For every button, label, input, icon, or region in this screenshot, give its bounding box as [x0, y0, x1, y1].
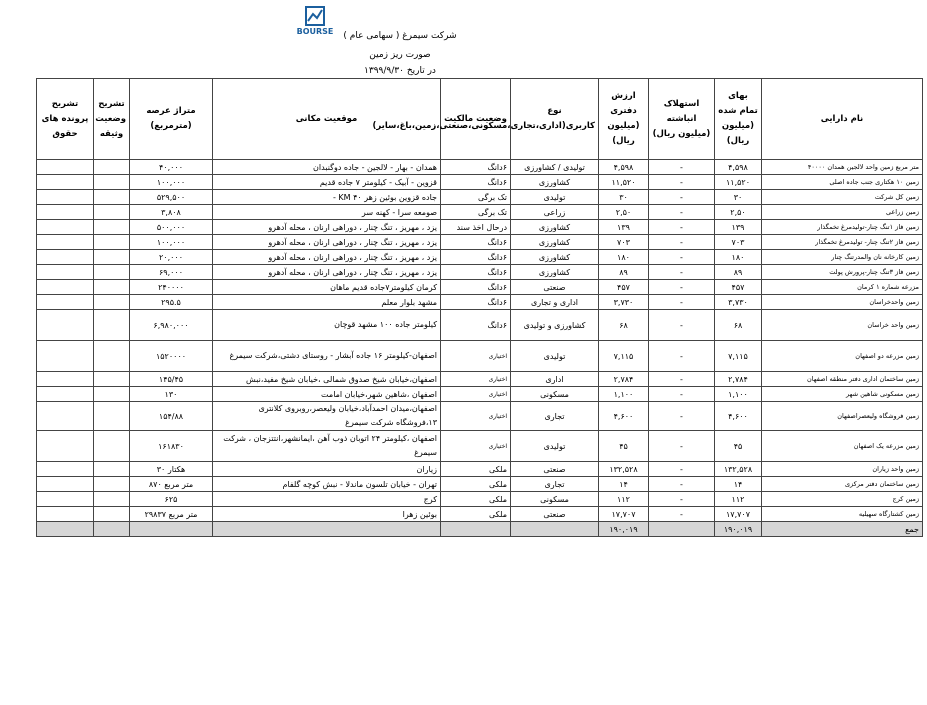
table-row [37, 402, 923, 431]
table-cell-book: ۱,۱۰۰ [599, 387, 649, 402]
table-cell-v2 [37, 477, 94, 492]
table-cell-dep: - [649, 190, 715, 205]
table-cell-use: مسکونی [511, 387, 599, 402]
table-row [37, 280, 923, 295]
table-cell-dep: - [649, 295, 715, 310]
company-title: شرکت سیمرغ ( سهامی عام ) [343, 31, 457, 41]
table-cell-own: ملکی [441, 507, 511, 522]
table-cell-loc: جاده قزوین بوئین زهر KM ۴۰ - [213, 190, 441, 205]
table-cell-cost: ۷۰۳ [715, 235, 762, 250]
table-cell-own: ۶دانگ [441, 235, 511, 250]
table-cell-dep: - [649, 160, 715, 175]
table-cell-own: ملکی [441, 492, 511, 507]
table-cell-v1 [94, 477, 130, 492]
table-cell-dep: - [649, 250, 715, 265]
table-cell-loc: مشهد بلوار معلم [213, 295, 441, 310]
table-row [37, 160, 923, 175]
table-cell-v1 [94, 160, 130, 175]
column-header: نام دارایی [762, 79, 923, 160]
column-header: تشریح پرونده های حقوق [37, 79, 94, 160]
table-cell-loc: کیلومتر جاده ۱۰۰ مشهد قوچان [213, 310, 441, 341]
table-cell-use: صنعتی [511, 462, 599, 477]
table-cell-cost: ۱,۱۰۰ [715, 387, 762, 402]
land-table [36, 78, 923, 537]
total-cell: جمع [762, 522, 923, 537]
table-cell-book: ۸۹ [599, 265, 649, 280]
table-cell-cost: ۸۹ [715, 265, 762, 280]
total-cell [37, 522, 94, 537]
table-cell-use: تولیدی [511, 341, 599, 372]
table-cell-area: ۱۵۲۰۰۰۰ [130, 341, 213, 372]
table-cell-own: ۶دانگ [441, 175, 511, 190]
table-cell-dep: - [649, 477, 715, 492]
table-cell-own: ملکی [441, 477, 511, 492]
table-cell-book: ۴,۶۰۰ [599, 402, 649, 431]
table-cell-use: تولیدی [511, 190, 599, 205]
table-cell-loc: اصفهان ،کیلومتر ۲۴ اتوبان ذوب آهن ،ایمانشهر،انتتزجان ، شرکت سیمرغ [213, 431, 441, 462]
table-cell-area: ۸۷۰ متر مربع [130, 477, 213, 492]
table-cell-loc: یزد ، مهریز ، تنگ چنار ، دوراهی ارنان ، محله آدهرو [213, 220, 441, 235]
table-cell-area: ۱۵۴/۸۸ [130, 402, 213, 431]
table-cell-use: تجاری [511, 402, 599, 431]
table-cell-name: مزرعه شماره ۱ کرمان [762, 280, 923, 295]
table-cell-v1 [94, 175, 130, 190]
table-cell-dep: - [649, 462, 715, 477]
table-row [37, 341, 923, 372]
table-cell-use: تولیدی / کشاورزی [511, 160, 599, 175]
table-cell-use: مسکونی [511, 492, 599, 507]
table-cell-cost: ۱۷,۷۰۷ [715, 507, 762, 522]
column-header: وضعیت مالکیت [441, 79, 511, 160]
table-cell-v1 [94, 372, 130, 387]
table-cell-loc: اصفهان،خیابان شیخ صدوق شمالی ،خیابان شیخ مفید،نبش [213, 372, 441, 387]
total-cell: ۱۹۰,۰۱۹ [599, 522, 649, 537]
table-header [37, 79, 923, 160]
table-cell-book: ۱۱۲ [599, 492, 649, 507]
table-cell-name: زمین واحد زیاران [762, 462, 923, 477]
table-cell-cost: ۴,۵۹۸ [715, 160, 762, 175]
table-cell-v2 [37, 295, 94, 310]
table-cell-area: ۶۲۵ [130, 492, 213, 507]
table-cell-name: زمین فاز ۲تنگ چنار- تولیدمرغ تخمگذار [762, 235, 923, 250]
table-cell-own: درحال اخذ سند [441, 220, 511, 235]
table-cell-area: ۳۰ هکتار [130, 462, 213, 477]
table-cell-v2 [37, 462, 94, 477]
table-cell-own: اختیاری [441, 402, 511, 431]
table-cell-loc: اصفهان،میدان احمدآباد،خیابان ولیعصر،روبروی کلانتری ۱۳،فروشگاه شرکت سیمرغ [213, 402, 441, 431]
table-cell-name: زمین فاز ۱تنگ چنار-تولیدمرغ تخمگذار [762, 220, 923, 235]
table-cell-area: ۴۰,۰۰۰ [130, 160, 213, 175]
table-cell-v1 [94, 280, 130, 295]
table-cell-name: زمین فروشگاه ولیعصراصفهان [762, 402, 923, 431]
table-cell-v1 [94, 190, 130, 205]
logo-text: BOURSE [296, 27, 334, 36]
table-cell-dep: - [649, 175, 715, 190]
table-cell-area: ۵۰۰,۰۰۰ [130, 220, 213, 235]
table-cell-v1 [94, 431, 130, 462]
table-cell-dep: - [649, 341, 715, 372]
table-cell-cost: ۷,۱۱۵ [715, 341, 762, 372]
table-cell-name: زمین ساختمان دفتر مرکزی [762, 477, 923, 492]
table-cell-book: ۱۷,۷۰۷ [599, 507, 649, 522]
table-cell-book: ۱۳۹ [599, 220, 649, 235]
table-cell-dep: - [649, 402, 715, 431]
table-cell-name: زمین کشتارگاه سهیلیه [762, 507, 923, 522]
table-cell-v1 [94, 220, 130, 235]
table-cell-v1 [94, 387, 130, 402]
table-cell-area: ۲۴۰۰۰۰ [130, 280, 213, 295]
table-cell-dep: - [649, 431, 715, 462]
table-cell-dep: - [649, 310, 715, 341]
table-cell-loc: کرمان کیلومتر۷جاده قدیم ماهان [213, 280, 441, 295]
report-title: صورت ریز زمین [369, 50, 431, 60]
table-cell-v2 [37, 250, 94, 265]
table-cell-book: ۲,۷۸۴ [599, 372, 649, 387]
table-cell-loc: همدان - بهار - لالجین - جاده دوگنبدان [213, 160, 441, 175]
table-cell-loc: صومعه سرا - کهنه سر [213, 205, 441, 220]
table-cell-v2 [37, 160, 94, 175]
table-cell-cost: ۱۳۲,۵۲۸ [715, 462, 762, 477]
table-cell-v2 [37, 190, 94, 205]
table-cell-v2 [37, 175, 94, 190]
table-cell-own: ۶دانگ [441, 310, 511, 341]
table-cell-v2 [37, 280, 94, 295]
table-cell-area: ۶۹,۰۰۰ [130, 265, 213, 280]
table-cell-book: ۴۵۷ [599, 280, 649, 295]
total-cell [511, 522, 599, 537]
bourse-logo-icon [290, 6, 340, 40]
total-cell [649, 522, 715, 537]
table-cell-name: زمین واحد خراسان [762, 310, 923, 341]
total-cell [213, 522, 441, 537]
table-cell-cost: ۴,۶۰۰ [715, 402, 762, 431]
table-cell-use: کشاورزی [511, 175, 599, 190]
table-cell-v2 [37, 205, 94, 220]
table-cell-v2 [37, 387, 94, 402]
table-cell-loc: زیاران [213, 462, 441, 477]
table-cell-loc: اصفهان ،شاهین شهر،خیابان امامت [213, 387, 441, 402]
table-cell-dep: - [649, 387, 715, 402]
table-cell-use: کشاورزی [511, 250, 599, 265]
report-date: در تاریخ ۱۳۹۹/۹/۳۰ [364, 66, 436, 76]
table-cell-own: ۶دانگ [441, 250, 511, 265]
table-cell-loc: کرج [213, 492, 441, 507]
table-row [37, 310, 923, 341]
table-cell-own: اختیاری [441, 372, 511, 387]
table-cell-own: ۶دانگ [441, 160, 511, 175]
table-cell-dep: - [649, 265, 715, 280]
table-cell-v1 [94, 295, 130, 310]
table-cell-book: ۳۰ [599, 190, 649, 205]
table-cell-cost: ۴۵۷ [715, 280, 762, 295]
table-cell-use: صنعتی [511, 507, 599, 522]
table-cell-area: ۲۰,۰۰۰ [130, 250, 213, 265]
column-header: موقعیت مکانی [213, 79, 441, 160]
table-cell-v2 [37, 431, 94, 462]
table-cell-cost: ۳,۷۳۰ [715, 295, 762, 310]
table-row [37, 175, 923, 190]
table-cell-name: زمین مزرعه دو اصفهان [762, 341, 923, 372]
table-cell-use: کشاورزی [511, 220, 599, 235]
column-header: نوع کاربری(اداری،تجاری،مسکونی،صنعتی،زمین،باغ،سایر) [511, 79, 599, 160]
table-cell-area: ۱۴۵/۴۵ [130, 372, 213, 387]
table-row [37, 462, 923, 477]
table-cell-loc: یزد ، مهریز ، تنگ چنار ، دوراهی ارنان ، محله آدهرو [213, 235, 441, 250]
table-cell-v1 [94, 462, 130, 477]
column-header: متراژ عرصه (مترمربع) [130, 79, 213, 160]
table-cell-name: زمین مسکونی شاهین شهر [762, 387, 923, 402]
table-cell-area: ۳,۸۰۸ [130, 205, 213, 220]
table-cell-book: ۲,۵۰ [599, 205, 649, 220]
table-cell-area: ۱۰۰,۰۰۰ [130, 235, 213, 250]
table-cell-area: ۵۲۹,۵۰۰ [130, 190, 213, 205]
table-cell-book: ۱۴ [599, 477, 649, 492]
table-row [37, 387, 923, 402]
table-cell-v2 [37, 265, 94, 280]
table-cell-book: ۱۳۲,۵۲۸ [599, 462, 649, 477]
table-cell-book: ۷,۱۱۵ [599, 341, 649, 372]
table-cell-name: زمین فاز ۳تنگ چنار-پرورش پولت [762, 265, 923, 280]
table-cell-area: ۱۶۱۸۳۰ [130, 431, 213, 462]
table-row [37, 250, 923, 265]
table-cell-dep: - [649, 235, 715, 250]
table-cell-dep: - [649, 280, 715, 295]
table-cell-v2 [37, 341, 94, 372]
table-row [37, 205, 923, 220]
table-cell-book: ۴,۵۹۸ [599, 160, 649, 175]
table-cell-own: تک برگی [441, 190, 511, 205]
table-cell-v2 [37, 235, 94, 250]
table-cell-v1 [94, 205, 130, 220]
table-cell-v1 [94, 492, 130, 507]
table-cell-book: ۶۸ [599, 310, 649, 341]
table-cell-use: اداری [511, 372, 599, 387]
table-cell-name: زمین کارخانه نان والمدرتنگ چنار [762, 250, 923, 265]
table-cell-cost: ۱۱,۵۲۰ [715, 175, 762, 190]
table-cell-name: زمین کل شرکت [762, 190, 923, 205]
table-body [37, 160, 923, 537]
table-cell-loc: تهران - خیابان تلسون ماندلا - نبش کوچه گلفام [213, 477, 441, 492]
table-cell-v2 [37, 507, 94, 522]
table-cell-book: ۳,۷۳۰ [599, 295, 649, 310]
table-cell-own: ملکی [441, 462, 511, 477]
table-cell-use: تجاری [511, 477, 599, 492]
table-cell-area: ۶,۹۸۰,۰۰۰ [130, 310, 213, 341]
table-row [37, 507, 923, 522]
table-cell-v1 [94, 310, 130, 341]
total-row [37, 522, 923, 537]
column-header: بهای تمام شده (میلیون ریال) [715, 79, 762, 160]
table-cell-area: ۲۹۸۳۷ متر مربع [130, 507, 213, 522]
table-row [37, 477, 923, 492]
table-cell-use: اداری و تجاری [511, 295, 599, 310]
table-cell-v2 [37, 492, 94, 507]
table-cell-v1 [94, 250, 130, 265]
table-cell-name: زمین زراعی [762, 205, 923, 220]
table-cell-own: اختیاری [441, 431, 511, 462]
table-cell-own: ۶دانگ [441, 280, 511, 295]
table-cell-v1 [94, 235, 130, 250]
column-header: استهلاک انباشته (میلیون ریال) [649, 79, 715, 160]
total-cell: ۱۹۰,۰۱۹ [715, 522, 762, 537]
table-cell-cost: ۳۰ [715, 190, 762, 205]
table-cell-dep: - [649, 205, 715, 220]
table-row [37, 265, 923, 280]
table-cell-book: ۱۱,۵۲۰ [599, 175, 649, 190]
table-cell-use: زراعی [511, 205, 599, 220]
table-row [37, 235, 923, 250]
table-cell-use: تولیدی [511, 431, 599, 462]
table-cell-cost: ۱۸۰ [715, 250, 762, 265]
total-cell [441, 522, 511, 537]
table-cell-own: ۶دانگ [441, 265, 511, 280]
table-cell-loc: بوئین زهرا [213, 507, 441, 522]
table-cell-v2 [37, 220, 94, 235]
table-cell-v2 [37, 402, 94, 431]
table-cell-dep: - [649, 220, 715, 235]
table-cell-name: زمین ۱۰ هکتاری جنب جاده اصلی [762, 175, 923, 190]
table-row [37, 372, 923, 387]
table-row [37, 431, 923, 462]
column-header: تشریح وضعیت وثیقه [94, 79, 130, 160]
table-cell-dep: - [649, 492, 715, 507]
table-cell-v1 [94, 341, 130, 372]
table-cell-book: ۱۸۰ [599, 250, 649, 265]
table-cell-cost: ۶۸ [715, 310, 762, 341]
table-row [37, 190, 923, 205]
table-cell-v1 [94, 507, 130, 522]
total-cell [130, 522, 213, 537]
table-cell-area: ۲۹۵.۵ [130, 295, 213, 310]
table-cell-book: ۴۵ [599, 431, 649, 462]
table-cell-own: اختیاری [441, 341, 511, 372]
table-cell-v1 [94, 265, 130, 280]
table-cell-name: زمین ساختمان اداری دفتر منطقه اصفهان [762, 372, 923, 387]
table-cell-loc: یزد ، مهریز ، تنگ چنار ، دوراهی ارنان ، محله آدهرو [213, 250, 441, 265]
table-cell-v1 [94, 402, 130, 431]
table-cell-v2 [37, 372, 94, 387]
table-cell-use: صنعتی [511, 280, 599, 295]
table-cell-area: ۱۳۰ [130, 387, 213, 402]
table-cell-dep: - [649, 507, 715, 522]
table-cell-name: زمین مزرعه یک اصفهان [762, 431, 923, 462]
table-cell-book: ۷۰۳ [599, 235, 649, 250]
table-cell-loc: قزوین - آبیک - کیلومتر ۷ جاده قدیم [213, 175, 441, 190]
table-cell-own: ۶دانگ [441, 295, 511, 310]
table-cell-loc: یزد ، مهریز ، تنگ چنار ، دوراهی ارنان ، محله آدهرو [213, 265, 441, 280]
table-cell-use: کشاورزی [511, 235, 599, 250]
column-header: ارزش دفتری (میلیون ریال) [599, 79, 649, 160]
table-cell-own: تک برگی [441, 205, 511, 220]
table-row [37, 220, 923, 235]
table-cell-use: کشاورزی [511, 265, 599, 280]
table-cell-name: زمین واحدخراسان [762, 295, 923, 310]
table-cell-cost: ۱۳۹ [715, 220, 762, 235]
table-cell-cost: ۱۴ [715, 477, 762, 492]
table-cell-name: متر مربع زمین واحد لالجین همدان ۴۰۰۰۰ [762, 160, 923, 175]
table-row [37, 492, 923, 507]
table-cell-cost: ۲,۵۰ [715, 205, 762, 220]
table-cell-cost: ۴۵ [715, 431, 762, 462]
table-cell-v2 [37, 310, 94, 341]
table-cell-use: کشاورزی و تولیدی [511, 310, 599, 341]
table-cell-cost: ۱۱۲ [715, 492, 762, 507]
table-cell-area: ۱۰۰,۰۰۰ [130, 175, 213, 190]
table-cell-cost: ۲,۷۸۴ [715, 372, 762, 387]
table-cell-dep: - [649, 372, 715, 387]
table-cell-own: اختیاری [441, 387, 511, 402]
table-cell-name: زمین کرج [762, 492, 923, 507]
total-cell [94, 522, 130, 537]
table-row [37, 295, 923, 310]
table-cell-loc: اصفهان-کیلومتر ۱۶ جاده آبشار - روستای دشتی،شرکت سیمرغ [213, 341, 441, 372]
